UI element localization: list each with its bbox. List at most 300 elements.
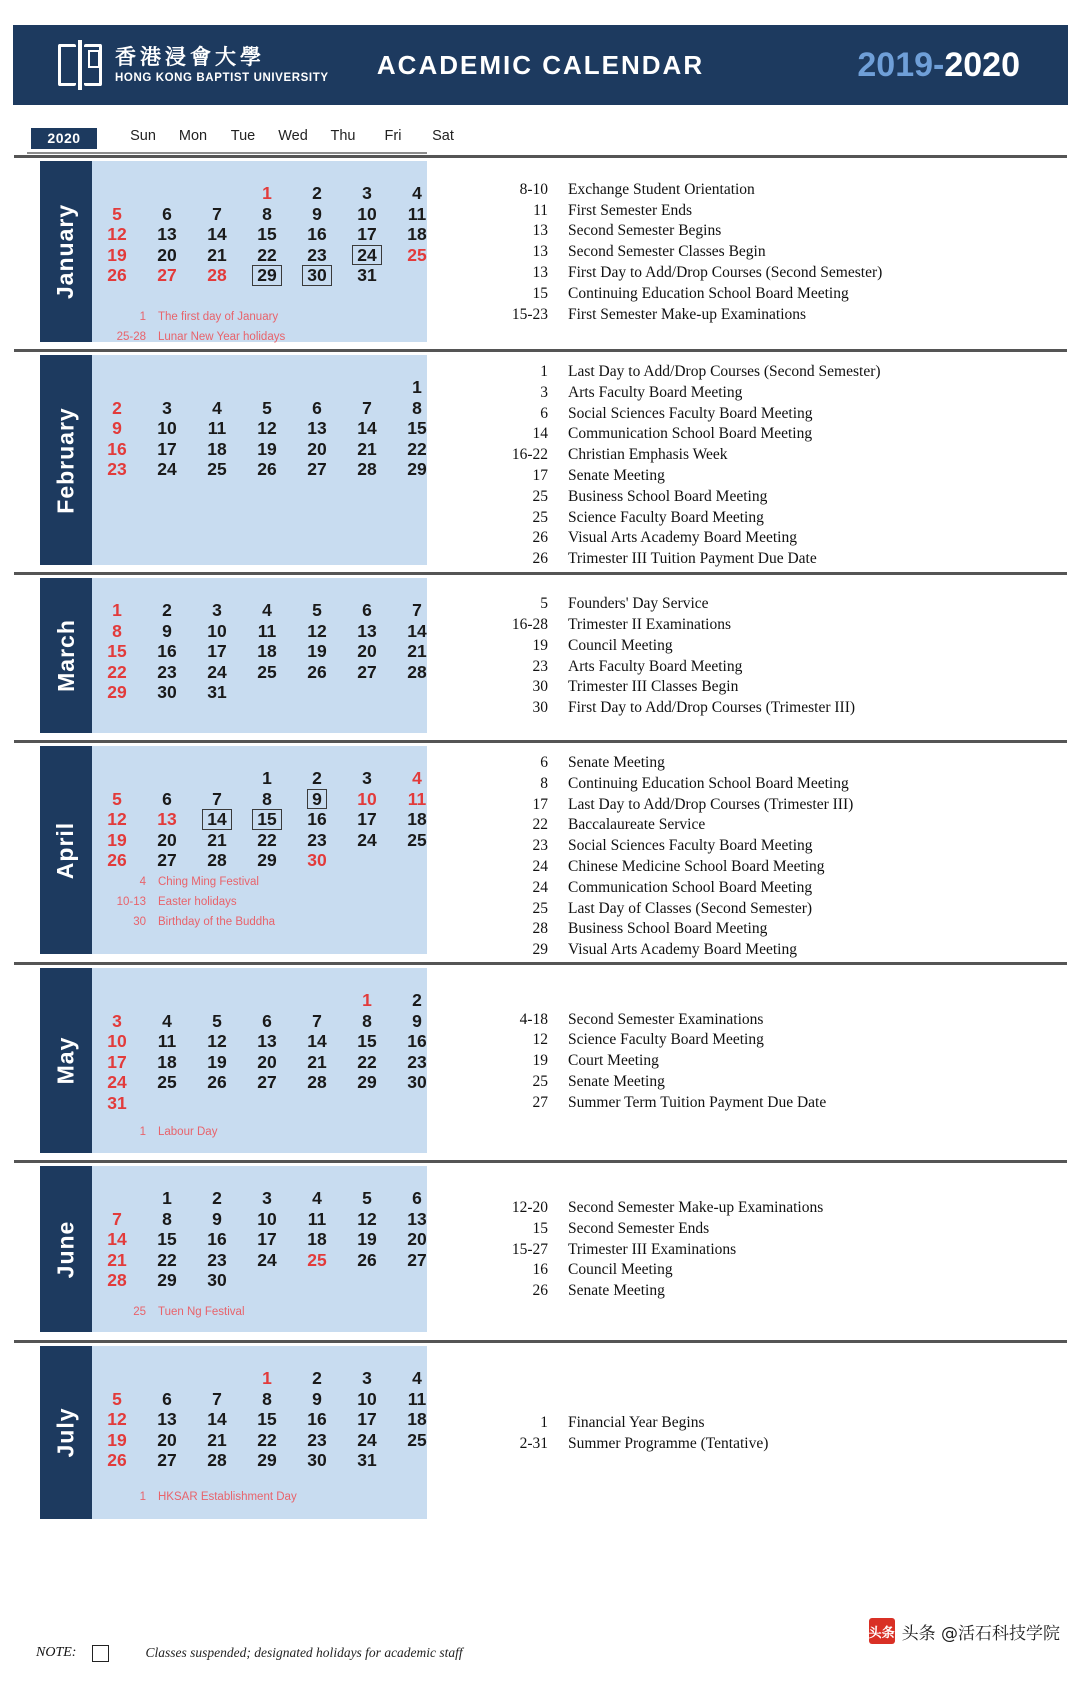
day-cell[interactable]: 25: [307, 1249, 327, 1270]
watermark-text: 头条 @活石科技学院: [901, 1623, 1060, 1644]
day-cell[interactable]: [242, 265, 292, 286]
day-cell[interactable]: 18: [407, 809, 427, 830]
day-cell[interactable]: 19: [357, 1229, 377, 1250]
event-row: [473, 1199, 1073, 1220]
day-cell[interactable]: 28: [207, 850, 227, 871]
day-cell[interactable]: 1: [262, 1368, 272, 1388]
month-events-july: [473, 1340, 1073, 1525]
day-cell[interactable]: 5: [262, 397, 272, 418]
day-cell[interactable]: 28: [107, 1270, 127, 1291]
event-title: Business School Board Meeting: [568, 920, 768, 938]
weekday-labels: [118, 128, 454, 149]
event-row: [473, 202, 1073, 223]
event-row: [473, 1073, 1073, 1094]
month-events-april: [473, 740, 1073, 960]
day-cell[interactable]: 26: [107, 265, 127, 286]
day-cell[interactable]: 25: [407, 1429, 427, 1450]
day-cell[interactable]: 27: [257, 1072, 277, 1093]
event-title: Trimester III Classes Begin: [568, 678, 739, 696]
day-cell[interactable]: 28: [407, 661, 427, 682]
month-note: [100, 896, 237, 908]
month-note: [100, 1491, 297, 1503]
day-cell[interactable]: 29: [357, 1072, 377, 1093]
day-cell[interactable]: 23: [307, 244, 327, 265]
month-note-text: HKSAR Establishment Day: [158, 1491, 297, 1503]
day-cell[interactable]: 31: [207, 682, 227, 703]
day-cell[interactable]: 9: [312, 1388, 322, 1409]
day-cell[interactable]: 11: [307, 1208, 327, 1229]
day-cell[interactable]: 1: [412, 377, 422, 397]
day-cell[interactable]: 15: [107, 641, 127, 662]
day-cell[interactable]: 16: [307, 224, 327, 245]
day-cell[interactable]: 2: [162, 600, 172, 620]
day-cell[interactable]: 22: [357, 1051, 377, 1072]
day-cell[interactable]: 4: [412, 1368, 422, 1388]
day-cell[interactable]: 11: [407, 203, 427, 224]
day-cell[interactable]: 20: [307, 438, 327, 459]
event-date: 25: [532, 899, 548, 917]
day-cell[interactable]: 11: [407, 788, 427, 809]
day-cell[interactable]: 1: [112, 600, 122, 620]
day-cell[interactable]: 1: [262, 183, 272, 203]
day-cell[interactable]: 28: [307, 1072, 327, 1093]
month-name-january: [40, 161, 92, 342]
day-cell[interactable]: 14: [307, 1031, 327, 1052]
day-cell[interactable]: 6: [162, 788, 172, 809]
day-cell[interactable]: 22: [407, 438, 427, 459]
month-block-march: [13, 572, 1068, 739]
event-title: Trimester III Examinations: [568, 1240, 737, 1258]
day-cell[interactable]: [342, 245, 392, 266]
day-cell[interactable]: 21: [407, 641, 427, 662]
suspended-day-box: 14: [202, 809, 231, 829]
day-cell[interactable]: 29: [257, 850, 277, 871]
day-cell[interactable]: [292, 789, 342, 810]
day-cell[interactable]: 24: [107, 1072, 127, 1093]
day-cell[interactable]: 17: [257, 1229, 277, 1250]
day-cell[interactable]: 8: [262, 1388, 272, 1409]
day-cell[interactable]: 12: [207, 1031, 227, 1052]
day-cell[interactable]: 31: [107, 1093, 127, 1113]
event-date: 26: [532, 529, 548, 547]
day-cell[interactable]: 21: [207, 244, 227, 265]
month-grid: [92, 355, 427, 565]
day-cell[interactable]: 15: [257, 1409, 277, 1430]
day-cell[interactable]: 4: [262, 600, 272, 620]
day-cell[interactable]: 1: [162, 1188, 172, 1208]
month-grid: [92, 1166, 427, 1332]
day-cell[interactable]: 30: [157, 682, 177, 703]
day-cell[interactable]: 7: [362, 397, 372, 418]
day-cell[interactable]: 22: [157, 1249, 177, 1270]
day-cell[interactable]: 31: [357, 265, 377, 286]
month-name-label: March: [52, 619, 79, 692]
weekday-label-fri: Fri: [384, 128, 402, 144]
day-cell[interactable]: 23: [107, 459, 127, 480]
day-cell[interactable]: 2: [112, 397, 122, 418]
day-cell[interactable]: 12: [107, 809, 127, 830]
day-cell[interactable]: 18: [257, 641, 277, 662]
day-cell[interactable]: 12: [357, 1208, 377, 1229]
event-row: [473, 181, 1073, 202]
day-cell[interactable]: 13: [357, 620, 377, 641]
day-cell[interactable]: 9: [112, 418, 122, 439]
month-name-label: February: [52, 406, 79, 514]
day-cell[interactable]: 14: [357, 418, 377, 439]
month-block-january: [13, 155, 1068, 348]
day-cell[interactable]: 6: [262, 1010, 272, 1031]
day-cell[interactable]: 13: [157, 809, 177, 830]
day-cell[interactable]: 27: [157, 850, 177, 871]
month-block-february: [13, 349, 1068, 571]
day-cell[interactable]: 7: [112, 1208, 122, 1229]
day-cell[interactable]: 23: [307, 829, 327, 850]
day-cell[interactable]: 27: [157, 1450, 177, 1471]
day-cell[interactable]: 26: [307, 661, 327, 682]
day-cell[interactable]: 28: [207, 265, 227, 286]
day-cell[interactable]: 6: [162, 1388, 172, 1409]
month-note-date: 10-13: [116, 896, 146, 908]
day-cell[interactable]: 6: [162, 203, 172, 224]
event-date: 19: [532, 1052, 548, 1070]
event-date: 13: [532, 263, 548, 281]
day-cell[interactable]: 16: [307, 1409, 327, 1430]
day-cell[interactable]: 20: [357, 641, 377, 662]
day-cell[interactable]: 12: [307, 620, 327, 641]
event-date: 25: [532, 508, 548, 526]
day-cell[interactable]: 17: [357, 809, 377, 830]
day-cell[interactable]: 7: [212, 788, 222, 809]
event-date: 14: [532, 425, 548, 443]
day-cell[interactable]: 13: [407, 1208, 427, 1229]
day-cell[interactable]: 5: [112, 203, 122, 224]
day-cell[interactable]: 30: [307, 850, 327, 871]
logo-english-name: HONG KONG BAPTIST UNIVERSITY: [115, 71, 329, 84]
month-name-march: [40, 578, 92, 733]
month-name-april: [40, 746, 92, 954]
day-cell[interactable]: 25: [157, 1072, 177, 1093]
event-row: [473, 425, 1073, 446]
day-cell[interactable]: 23: [157, 661, 177, 682]
day-cell[interactable]: 20: [407, 1229, 427, 1250]
day-cell[interactable]: 3: [362, 768, 372, 788]
day-cell[interactable]: 10: [207, 620, 227, 641]
day-cell[interactable]: 20: [157, 244, 177, 265]
weekday-label-sun: Sun: [130, 128, 156, 144]
day-cell[interactable]: 29: [407, 459, 427, 480]
day-cell[interactable]: 29: [157, 1270, 177, 1291]
month-note-date: 25-28: [116, 331, 146, 343]
day-cell[interactable]: 16: [157, 641, 177, 662]
day-cell[interactable]: 17: [157, 438, 177, 459]
day-cell[interactable]: 31: [357, 1450, 377, 1471]
day-cell[interactable]: 15: [157, 1229, 177, 1250]
day-cell[interactable]: 22: [107, 661, 127, 682]
day-cell[interactable]: 28: [207, 1450, 227, 1471]
day-cell[interactable]: 12: [107, 224, 127, 245]
day-cell[interactable]: 4: [162, 1010, 172, 1031]
day-cell[interactable]: 19: [257, 438, 277, 459]
day-cell[interactable]: 14: [207, 224, 227, 245]
day-cell[interactable]: 24: [157, 459, 177, 480]
day-cell[interactable]: 24: [357, 829, 377, 850]
event-title: Summer Programme (Tentative): [568, 1434, 769, 1452]
day-cell[interactable]: 5: [362, 1188, 372, 1208]
day-cell[interactable]: 4: [212, 397, 222, 418]
day-cell[interactable]: 2: [412, 990, 422, 1010]
day-cell[interactable]: 4: [412, 183, 422, 203]
day-cell[interactable]: 29: [107, 682, 127, 703]
month-events-june: [473, 1160, 1073, 1338]
day-cell[interactable]: 3: [362, 1368, 372, 1388]
day-cell[interactable]: 8: [362, 1010, 372, 1031]
day-cell[interactable]: 20: [257, 1051, 277, 1072]
weekday-label-wed: Wed: [278, 128, 308, 144]
event-date: 8-10: [519, 180, 548, 198]
day-cell[interactable]: 19: [107, 829, 127, 850]
day-cell[interactable]: 10: [357, 203, 377, 224]
event-date: 15-23: [511, 305, 548, 323]
event-title: Senate Meeting: [568, 754, 665, 771]
day-cell[interactable]: 18: [207, 438, 227, 459]
day-cell[interactable]: 30: [307, 1450, 327, 1471]
event-title: Business School Board Meeting: [568, 487, 768, 505]
day-cell[interactable]: 7: [212, 203, 222, 224]
day-cell[interactable]: 26: [107, 850, 127, 871]
day-cell[interactable]: 15: [407, 418, 427, 439]
event-row: [473, 363, 1073, 384]
day-cell[interactable]: 17: [357, 224, 377, 245]
day-cell[interactable]: 2: [312, 1368, 322, 1388]
event-row: [473, 529, 1073, 550]
event-row: [473, 509, 1073, 530]
weekday-label-sat: Sat: [432, 128, 454, 144]
day-cell[interactable]: 9: [412, 1010, 422, 1031]
day-cell[interactable]: 8: [262, 788, 272, 809]
day-cell[interactable]: 2: [212, 1188, 222, 1208]
day-cell[interactable]: 18: [307, 1229, 327, 1250]
event-date: 11: [533, 201, 548, 219]
day-cell[interactable]: 23: [207, 1249, 227, 1270]
day-cell[interactable]: 29: [257, 1450, 277, 1471]
event-title: Council Meeting: [568, 636, 673, 654]
day-cell[interactable]: 23: [407, 1051, 427, 1072]
day-cell[interactable]: 24: [357, 1429, 377, 1450]
day-cell[interactable]: 25: [407, 829, 427, 850]
month-block-may: [13, 962, 1068, 1159]
day-cell[interactable]: 1: [362, 990, 372, 1010]
event-title: Financial Year Begins: [568, 1413, 705, 1431]
day-cell[interactable]: 15: [257, 224, 277, 245]
day-cell[interactable]: 10: [357, 1388, 377, 1409]
month-note: [100, 331, 285, 343]
event-date: 4-18: [519, 1010, 548, 1028]
day-cell[interactable]: 25: [257, 661, 277, 682]
day-cell[interactable]: 26: [257, 459, 277, 480]
day-cell[interactable]: 20: [157, 829, 177, 850]
day-cell[interactable]: 6: [412, 1188, 422, 1208]
day-cell[interactable]: 9: [162, 620, 172, 641]
month-events-may: [473, 962, 1073, 1159]
day-cell[interactable]: 13: [157, 1409, 177, 1430]
day-cell[interactable]: 12: [107, 1409, 127, 1430]
day-cell[interactable]: 24: [207, 661, 227, 682]
day-cell[interactable]: 13: [257, 1031, 277, 1052]
event-row: [473, 1414, 1073, 1435]
day-cell[interactable]: 25: [207, 459, 227, 480]
month-note-text: Tuen Ng Festival: [158, 1306, 245, 1318]
day-cell[interactable]: 8: [112, 620, 122, 641]
day-cell[interactable]: 15: [357, 1031, 377, 1052]
day-cell[interactable]: 6: [362, 600, 372, 620]
day-cell[interactable]: 14: [107, 1229, 127, 1250]
day-cell[interactable]: 30: [207, 1270, 227, 1291]
event-date: 8: [540, 774, 548, 792]
day-cell[interactable]: 27: [307, 459, 327, 480]
day-cell[interactable]: 13: [157, 224, 177, 245]
day-cell[interactable]: 18: [407, 224, 427, 245]
month-grid: [92, 746, 427, 954]
day-cell[interactable]: 22: [257, 1429, 277, 1450]
day-cell[interactable]: 2: [312, 183, 322, 203]
day-cell[interactable]: 2: [312, 768, 322, 788]
day-cell[interactable]: 5: [112, 1388, 122, 1409]
month-grid: [92, 578, 427, 733]
day-cell[interactable]: 8: [262, 203, 272, 224]
event-date: 15: [532, 1219, 548, 1237]
day-cell[interactable]: 9: [212, 1208, 222, 1229]
event-date: 3: [540, 383, 548, 401]
day-cell[interactable]: 19: [107, 1429, 127, 1450]
day-cell[interactable]: 9: [312, 203, 322, 224]
page-header: [13, 25, 1068, 105]
day-cell[interactable]: 19: [307, 641, 327, 662]
watermark: [869, 1618, 1060, 1644]
day-cell[interactable]: 27: [157, 265, 177, 286]
day-cell[interactable]: [292, 265, 342, 286]
day-cell[interactable]: 16: [307, 809, 327, 830]
day-cell[interactable]: 17: [207, 641, 227, 662]
day-cell[interactable]: 19: [207, 1051, 227, 1072]
day-cell[interactable]: 8: [412, 397, 422, 418]
day-cell[interactable]: 3: [262, 1188, 272, 1208]
day-cell[interactable]: 4: [412, 768, 422, 788]
day-cell[interactable]: 3: [112, 1010, 122, 1031]
day-cell[interactable]: 17: [107, 1051, 127, 1072]
day-cell[interactable]: 22: [257, 244, 277, 265]
day-cell[interactable]: 13: [307, 418, 327, 439]
day-cell[interactable]: 27: [357, 661, 377, 682]
day-cell[interactable]: 16: [407, 1031, 427, 1052]
day-cell[interactable]: [242, 809, 292, 830]
event-title: First Day to Add/Drop Courses (Second Semester): [568, 263, 883, 281]
day-cell[interactable]: 7: [212, 1388, 222, 1409]
day-cell[interactable]: 26: [207, 1072, 227, 1093]
event-title: First Day to Add/Drop Courses (Trimester III): [568, 699, 856, 717]
day-cell[interactable]: 27: [407, 1249, 427, 1270]
day-cell[interactable]: 4: [312, 1188, 322, 1208]
weekday-label-tue: Tue: [230, 128, 256, 144]
note-description: Classes suspended; designated holidays for academic staff: [145, 1645, 463, 1660]
day-cell[interactable]: 12: [257, 418, 277, 439]
day-cell[interactable]: 7: [412, 600, 422, 620]
event-row: [473, 796, 1073, 817]
note-label: NOTE:: [36, 1645, 77, 1660]
suspended-day-box: 15: [252, 809, 281, 829]
day-cell[interactable]: 3: [162, 397, 172, 418]
day-cell[interactable]: 24: [257, 1249, 277, 1270]
month-events-january: [473, 155, 1073, 348]
day-cell[interactable]: 14: [407, 620, 427, 641]
day-cell[interactable]: 21: [307, 1051, 327, 1072]
day-cell[interactable]: 10: [357, 788, 377, 809]
day-cell[interactable]: 10: [157, 418, 177, 439]
day-cell[interactable]: 21: [207, 829, 227, 850]
event-title: Last Day of Classes (Second Semester): [568, 899, 813, 917]
day-cell[interactable]: 21: [107, 1249, 127, 1270]
day-cell[interactable]: 25: [407, 244, 427, 265]
day-cell[interactable]: 11: [257, 620, 277, 641]
day-cell[interactable]: 26: [357, 1249, 377, 1270]
day-cell[interactable]: 8: [162, 1208, 172, 1229]
day-cell[interactable]: 5: [112, 788, 122, 809]
day-cell[interactable]: 5: [212, 1010, 222, 1031]
day-cell[interactable]: 10: [257, 1208, 277, 1229]
day-cell[interactable]: 28: [357, 459, 377, 480]
event-row: [473, 754, 1073, 775]
event-date: 16-28: [511, 615, 548, 633]
event-date: 5: [540, 595, 548, 613]
day-cell[interactable]: 5: [312, 600, 322, 620]
day-cell[interactable]: 17: [357, 1409, 377, 1430]
day-cell[interactable]: [192, 809, 242, 830]
event-row: [473, 467, 1073, 488]
day-cell[interactable]: 26: [107, 1450, 127, 1471]
event-title: Trimester III Tuition Payment Due Date: [568, 550, 817, 568]
day-cell[interactable]: 1: [262, 768, 272, 788]
month-name-label: January: [52, 203, 79, 300]
day-cell[interactable]: 11: [207, 418, 227, 439]
day-cell[interactable]: 18: [157, 1051, 177, 1072]
day-cell[interactable]: 3: [362, 183, 372, 203]
day-cell[interactable]: 22: [257, 829, 277, 850]
day-cell[interactable]: 20: [157, 1429, 177, 1450]
day-cell[interactable]: 3: [212, 600, 222, 620]
day-cell[interactable]: 18: [407, 1409, 427, 1430]
year-start: 2019: [857, 45, 934, 84]
day-cell[interactable]: 30: [407, 1072, 427, 1093]
day-cell[interactable]: 14: [207, 1409, 227, 1430]
year-dash: -: [933, 45, 945, 84]
event-date: 23: [532, 657, 548, 675]
day-cell[interactable]: 16: [207, 1229, 227, 1250]
day-cell[interactable]: 16: [107, 438, 127, 459]
day-cell[interactable]: 21: [207, 1429, 227, 1450]
day-cell[interactable]: 19: [107, 244, 127, 265]
month-block-april: [13, 740, 1068, 960]
day-cell[interactable]: 11: [407, 1388, 427, 1409]
day-cell[interactable]: 21: [357, 438, 377, 459]
day-cell[interactable]: 23: [307, 1429, 327, 1450]
month-name-label: May: [52, 1036, 79, 1085]
day-cell[interactable]: 10: [107, 1031, 127, 1052]
event-row: [473, 1031, 1073, 1052]
day-cell[interactable]: 11: [157, 1031, 177, 1052]
day-cell[interactable]: 6: [312, 397, 322, 418]
day-cell[interactable]: 7: [312, 1010, 322, 1031]
month-note-text: Easter holidays: [158, 896, 237, 908]
event-title: First Semester Make-up Examinations: [568, 305, 807, 323]
